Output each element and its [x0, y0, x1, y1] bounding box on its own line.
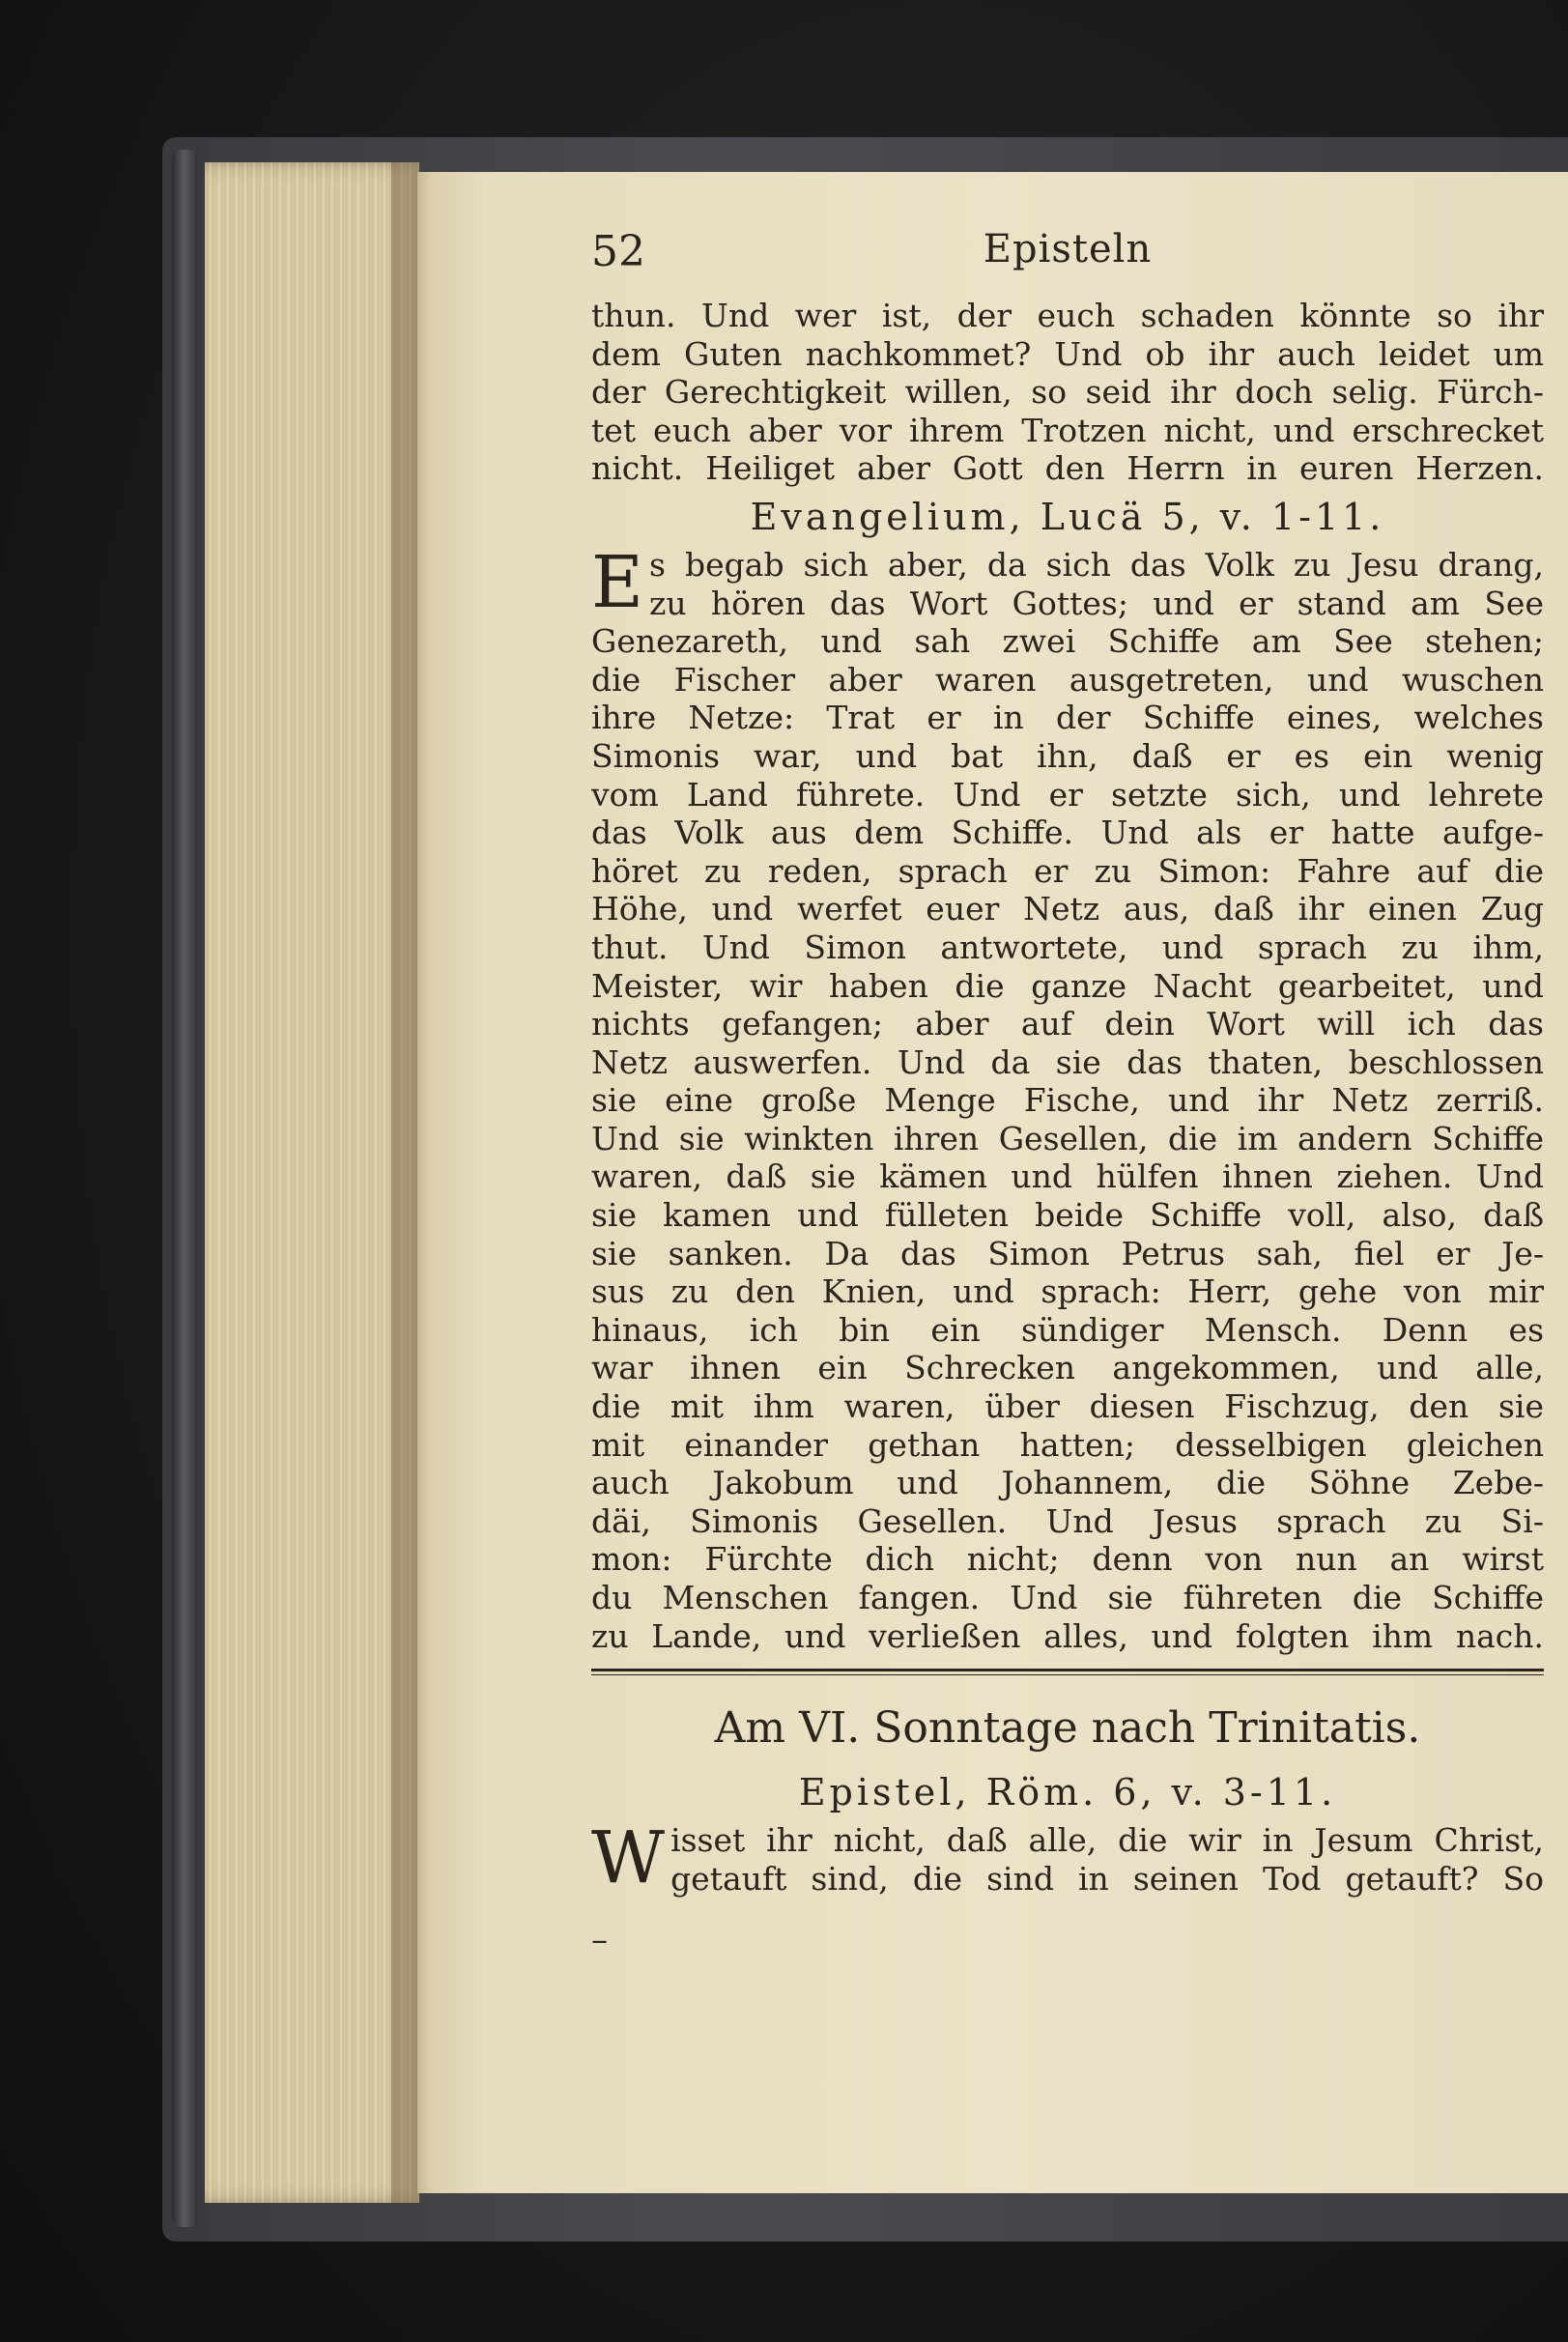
text-line: thun. Und wer ist, der euch schaden könnte so ihr	[591, 297, 1544, 334]
text-line: die Fischer aber waren ausgetreten, und wuschen	[591, 660, 1544, 699]
text-line: das Volk aus dem Schiffe. Und als er hatte aufge-	[591, 814, 1544, 852]
text-line: däi, Simonis Gesellen. Und Jesus sprach zu Si-	[591, 1501, 1544, 1540]
epistle-heading: Epistel, Röm. 6, v. 3-11.	[798, 1771, 1337, 1814]
page-number: 52	[591, 227, 645, 276]
epistle-dropcap: W	[591, 1816, 666, 1900]
text-line: war ihnen ein Schrecken angekommen, und alle,	[591, 1349, 1544, 1387]
text-line: isset ihr nicht, daß alle, die wir in Jesum Christ,	[670, 1821, 1544, 1860]
text-line: der Gerechtigkeit willen, so seid ihr doch selig. Fürch-	[591, 373, 1544, 412]
text-line: sie sanken. Da das Simon Petrus sah, fiel er Je-	[591, 1234, 1544, 1272]
epistle-end-text	[591, 297, 1544, 488]
epistle-text	[591, 1816, 1544, 1900]
text-line: Netz auswerfen. Und da sie das thaten, beschlossen	[591, 1042, 1544, 1081]
catchword: –	[591, 1921, 608, 1960]
text-line: thut. Und Simon antwortete, und sprach zu ihm,	[591, 928, 1544, 966]
text-line: du Menschen fangen. Und sie führeten die Schiffe	[591, 1579, 1544, 1616]
page-header	[591, 227, 1544, 297]
text-line: s begab sich aber, da sich das Volk zu Jesu drang,	[649, 545, 1544, 584]
text-line: mit einander gethan hatten; desselbigen gleichen	[591, 1425, 1544, 1464]
text-line: Meister, wir haben die ganze Nacht gearbeitet, und	[591, 966, 1544, 1005]
sunday-heading: Am VI. Sonntage nach Trinitatis.	[714, 1703, 1421, 1754]
section-rule	[591, 1655, 1544, 1694]
text-line: getauft sind, die sind in seinen Tod getauft? So	[670, 1859, 1544, 1898]
text-line: die mit ihm waren, über diesen Fischzug, den sie	[591, 1387, 1544, 1426]
text-line: Und sie winkten ihren Gesellen, die im andern Schiffe	[591, 1119, 1544, 1157]
text-line: ihre Netze: Trat er in der Schiffe eines, welches	[591, 699, 1544, 737]
gospel-text	[591, 540, 1544, 1655]
text-line: hinaus, ich bin ein sündiger Mensch. Denn es	[591, 1310, 1544, 1349]
text-line: zu Lande, und verließen alles, und folgten ihm nach.	[591, 1616, 1544, 1655]
text-line: zu hören das Wort Gottes; und er stand am See	[649, 584, 1544, 622]
running-title: Episteln	[983, 227, 1153, 271]
text-line: höret zu reden, sprach er zu Simon: Fahre auf die	[591, 851, 1544, 890]
text-line: sus zu den Knien, und sprach: Herr, gehe von mir	[591, 1272, 1544, 1311]
text-line: sie kamen und fülleten beide Schiffe voll, also, daß	[591, 1196, 1544, 1235]
text-line: dem Guten nachkommet? Und ob ihr auch leidet um	[591, 334, 1544, 373]
text-line: tet euch aber vor ihrem Trotzen nicht, und erschrecket	[591, 411, 1544, 449]
text-line: Höhe, und werfet euer Netz aus, daß ihr einen Zug	[591, 890, 1544, 928]
gutter-shadow	[391, 162, 430, 2203]
text-line: mon: Fürchte dich nicht; denn von nun an wirst	[591, 1540, 1544, 1579]
text-line: waren, daß sie kämen und hülfen ihnen ziehen. Und	[591, 1157, 1544, 1196]
page-edges	[205, 162, 419, 2203]
text-line: sie eine große Menge Fische, und ihr Netz zerriß.	[591, 1081, 1544, 1120]
text-line: auch Jakobum und Johannem, die Söhne Zebe-	[591, 1464, 1544, 1502]
gospel-heading: Evangelium, Lucä 5, v. 1-11.	[750, 495, 1385, 538]
text-line: vom Land führete. Und er setzte sich, und lehrete	[591, 775, 1544, 814]
page-text	[591, 227, 1544, 1959]
book-spine	[172, 150, 197, 2227]
text-line: Genezareth, und sah zwei Schiffe am See stehen;	[591, 622, 1544, 661]
text-line: nichts gefangen; aber auf dein Wort will ich das	[591, 1005, 1544, 1043]
gospel-dropcap: E	[591, 540, 644, 624]
text-line: Simonis war, und bat ihn, daß er es ein wenig	[591, 736, 1544, 775]
text-line: nicht. Heiliget aber Gott den Herrn in euren Herzen.	[591, 449, 1544, 488]
